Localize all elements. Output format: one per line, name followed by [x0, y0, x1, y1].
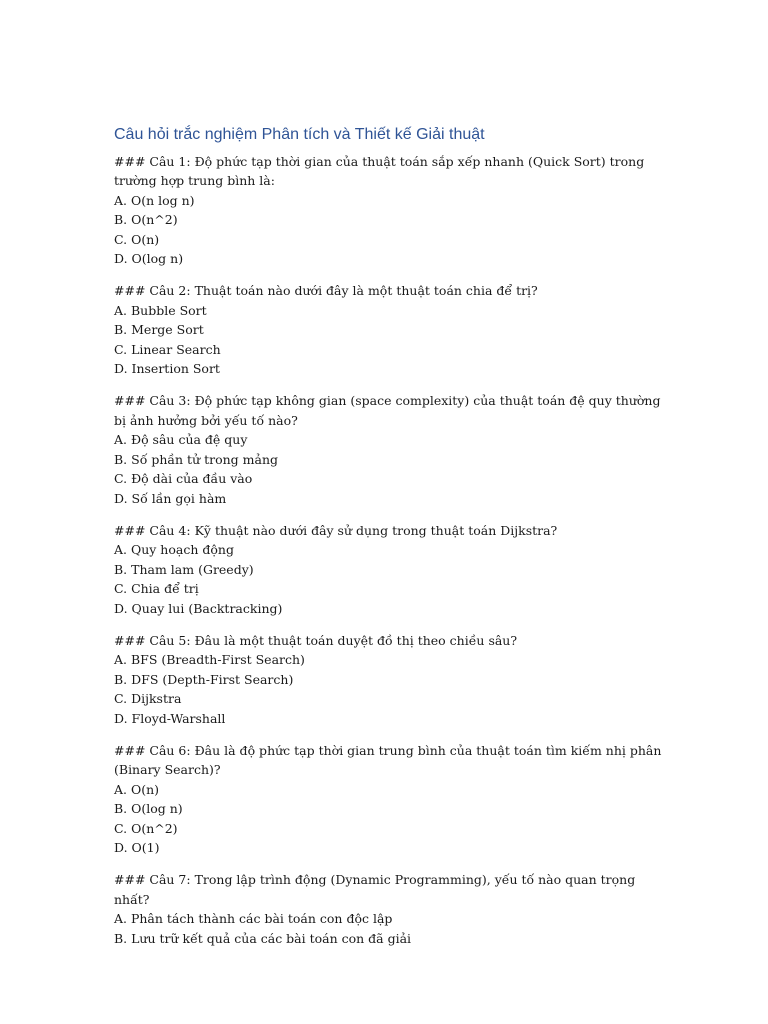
answer-option: D. Floyd-Warshall [114, 710, 226, 726]
answer-options [114, 909, 674, 948]
answer-option: B. O(n^2) [114, 212, 178, 228]
question-text: ### Câu 7: Trong lập trình động (Dynamic Programming), yếu tố nào quan trọng nhất? [114, 872, 636, 907]
question-4 [114, 521, 674, 618]
answer-options [114, 780, 674, 858]
answer-option: D. O(1) [114, 840, 160, 855]
answer-option: D. Insertion Sort [114, 361, 220, 377]
answer-options [114, 650, 674, 728]
answer-options [114, 191, 674, 269]
answer-option: B. Tham lam (Greedy) [114, 561, 254, 577]
answer-option: D. Số lần gọi hàm [114, 490, 227, 506]
document-page [114, 124, 674, 961]
answer-options [114, 430, 674, 508]
answer-option: B. Merge Sort [114, 322, 204, 338]
question-text: ### Câu 5: Đâu là một thuật toán duyệt đồ thị theo chiều sâu? [114, 632, 518, 648]
question-2 [114, 281, 674, 378]
question-text: ### Câu 4: Kỹ thuật nào dưới đây sử dụng trong thuật toán Dijkstra? [114, 522, 558, 538]
answer-option: B. O(log n) [114, 801, 183, 817]
answer-option: C. Chia để trị [114, 581, 199, 597]
answer-option: C. Dijkstra [114, 691, 182, 707]
answer-option: A. Quy hoạch động [114, 542, 234, 558]
question-text: ### Câu 2: Thuật toán nào dưới đây là một thuật toán chia để trị? [114, 283, 538, 299]
answer-option: A. BFS (Breadth-First Search) [114, 652, 305, 668]
answer-option: C. O(n^2) [114, 820, 178, 836]
answer-option: C. Linear Search [114, 341, 221, 357]
answer-option: D. Quay lui (Backtracking) [114, 600, 283, 616]
question-text: ### Câu 1: Độ phức tạp thời gian của thuật toán sắp xếp nhanh (Quick Sort) trong trường hợp trung bình là: [114, 154, 645, 189]
question-6 [114, 741, 674, 857]
answer-option: A. Độ sâu của đệ quy [114, 432, 248, 448]
answer-option: A. O(n log n) [114, 192, 195, 208]
answer-option: B. Lưu trữ kết quả của các bài toán con đã giải [114, 930, 412, 946]
question-5 [114, 631, 674, 728]
answer-option: C. Độ dài của đầu vào [114, 471, 253, 487]
answer-option: A. Bubble Sort [114, 302, 207, 318]
answer-option: A. O(n) [114, 781, 160, 797]
question-3 [114, 391, 674, 507]
answer-options [114, 301, 674, 379]
answer-option: B. DFS (Depth-First Search) [114, 671, 294, 687]
document-title: Câu hỏi trắc nghiệm Phân tích và Thiết kế Giải thuật [114, 126, 485, 143]
answer-option: C. O(n) [114, 231, 160, 247]
answer-option: B. Số phần tử trong mảng [114, 451, 279, 467]
answer-options [114, 540, 674, 618]
question-text: ### Câu 3: Độ phức tạp không gian (space complexity) của thuật toán đệ quy thường bị ảnh hưởng bởi yếu tố nào? [114, 393, 661, 428]
answer-option: A. Phân tách thành các bài toán con độc lập [114, 911, 393, 927]
question-7 [114, 870, 674, 948]
question-text: ### Câu 6: Đâu là độ phức tạp thời gian trung bình của thuật toán tìm kiếm nhị phân (Binary Search)? [114, 742, 662, 778]
answer-option: D. O(log n) [114, 251, 184, 267]
question-1 [114, 152, 674, 268]
